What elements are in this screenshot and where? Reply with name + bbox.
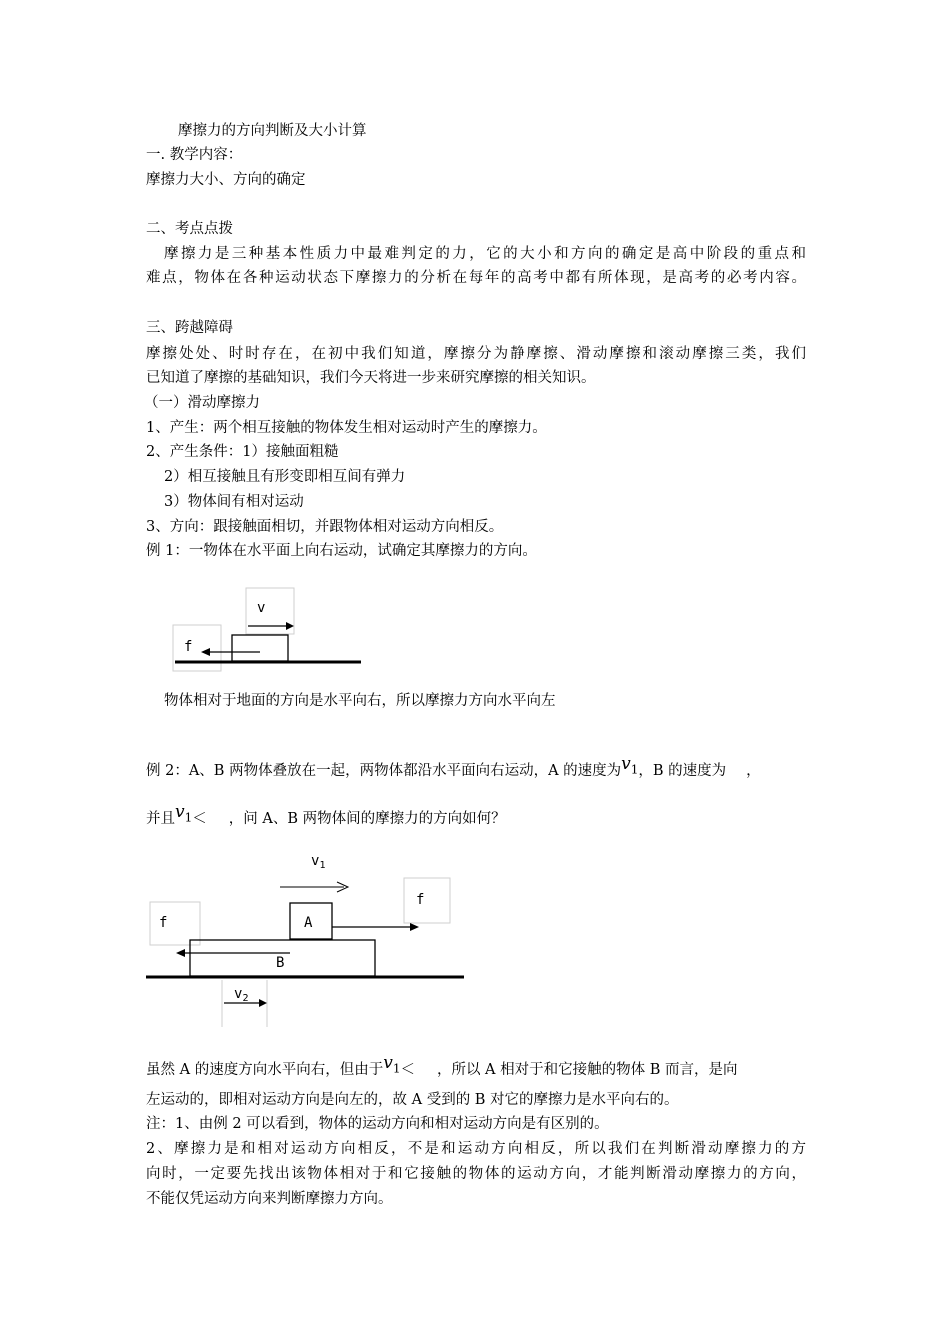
v1-symbol-3: $v_1$ (383, 1053, 401, 1076)
friction-arrowhead (201, 648, 210, 656)
section-1-heading: 一. 教学内容： (146, 147, 243, 163)
v-label: v (257, 600, 266, 616)
section-1-body: 摩擦力大小、方向的确定 (146, 172, 306, 188)
question-text-c: ， (746, 763, 761, 779)
block (232, 635, 288, 661)
section-3-paragraph-line-2: 已知道了摩擦的基础知识，我们今天将进一步来研究摩擦的相关知识。 (146, 370, 596, 386)
question-text-b: ，B 的速度为 (638, 763, 727, 779)
velocity-arrowhead (286, 622, 294, 630)
friction-on-a-arrowhead (410, 923, 419, 931)
f-right-label-frame (404, 878, 450, 923)
note-2-line-1: 2、摩擦力是和相对运动方向相反，不是和运动方向相反，所以我们在判断滑动摩擦力的方 (146, 1141, 806, 1157)
v2-label: $v_2$ (234, 986, 249, 1004)
section-2-paragraph-line-1: 摩擦力是三种基本性质力中最难判定的力，它的大小和方向的确定是高中阶段的重点和 (164, 246, 806, 262)
example-1-answer: 物体相对于地面的方向是水平向右，所以摩擦力方向水平向左 (164, 693, 556, 709)
subsection-sliding-friction: （一）滑动摩擦力 (144, 395, 260, 411)
section-2-heading: 二、考点点拨 (146, 221, 233, 237)
f-label-frame (173, 625, 221, 671)
item-condition-2: 2）相互接触且有形变即相互间有弹力 (164, 469, 406, 485)
section-3-heading: 三、跨越障碍 (146, 320, 233, 336)
less-than-sign: ＜ (192, 811, 207, 827)
v1-label: $v_1$ (311, 853, 326, 871)
f-label: f (184, 639, 193, 655)
example-2-answer-line-2: 左运动的，即相对运动方向是向左的，故 A 受到的 B 对它的摩擦力是水平向右的。 (146, 1092, 679, 1108)
item-conditions: 2、产生条件：1）接触面粗糙 (146, 444, 339, 460)
v2-arrowhead (259, 999, 267, 1007)
note-2-line-3: 不能仅凭运动方向来判断摩擦力方向。 (146, 1191, 393, 1207)
page-title: 摩擦力的方向判断及大小计算 (178, 123, 367, 139)
example-1-question: 例 1：一物体在水平面上向右运动，试确定其摩擦力的方向。 (146, 543, 537, 559)
example-1-figure (170, 585, 370, 675)
note-1: 注：1、由例 2 可以看到，物体的运动方向和相对运动方向是有区别的。 (146, 1116, 609, 1132)
block-a-label: A (304, 915, 313, 931)
f-left-label: f (159, 915, 168, 931)
section-2-paragraph-line-2: 难点，物体在各种运动状态下摩擦力的分析在每年的高考中都有所体现，是高考的必考内容。 (146, 270, 806, 286)
f-left-label-frame (150, 902, 200, 945)
block-b-label: B (276, 955, 285, 971)
example-2-figure (140, 845, 470, 1035)
section-3-paragraph-line-1: 摩擦处处、时时存在，在初中我们知道，摩擦分为静摩擦、滑动摩擦和滚动摩擦三类，我们 (146, 346, 806, 362)
item-origin: 1、产生：两个相互接触的物体发生相对运动时产生的摩擦力。 (146, 420, 547, 436)
answer-text-a: 虽然 A 的速度方向水平向右，但由于 (146, 1062, 384, 1078)
v1-symbol-2: $v_1$ (175, 802, 193, 825)
example-2-question-line-1 (146, 754, 806, 785)
question-text-e: ，问 A、B 两物体间的摩擦力的方向如何？ (228, 811, 506, 827)
question-text-d: 并且 (146, 811, 175, 827)
f-right-label: f (416, 892, 425, 908)
item-condition-3: 3）物体间有相对运动 (164, 494, 304, 510)
question-text-a: 例 2：A、B 两物体叠放在一起，两物体都沿水平面向右运动，A 的速度为 (146, 763, 622, 779)
less-than-sign-2: ＜ (400, 1062, 415, 1078)
v1-symbol: $v_1$ (621, 754, 639, 777)
example-2-answer-line-1 (146, 1053, 806, 1084)
note-2-line-2: 向时，一定要先找出该物体相对于和它接触的物体的运动方向，才能判断滑动摩擦力的方向， (146, 1166, 806, 1182)
example-2-question-line-2 (146, 802, 506, 833)
item-direction: 3、方向：跟接触面相切，并跟物体相对运动方向相反。 (146, 519, 504, 535)
friction-on-b-arrowhead (176, 949, 185, 957)
answer-text-b: ，所以 A 相对于和它接触的物体 B 而言，是向 (436, 1062, 738, 1078)
